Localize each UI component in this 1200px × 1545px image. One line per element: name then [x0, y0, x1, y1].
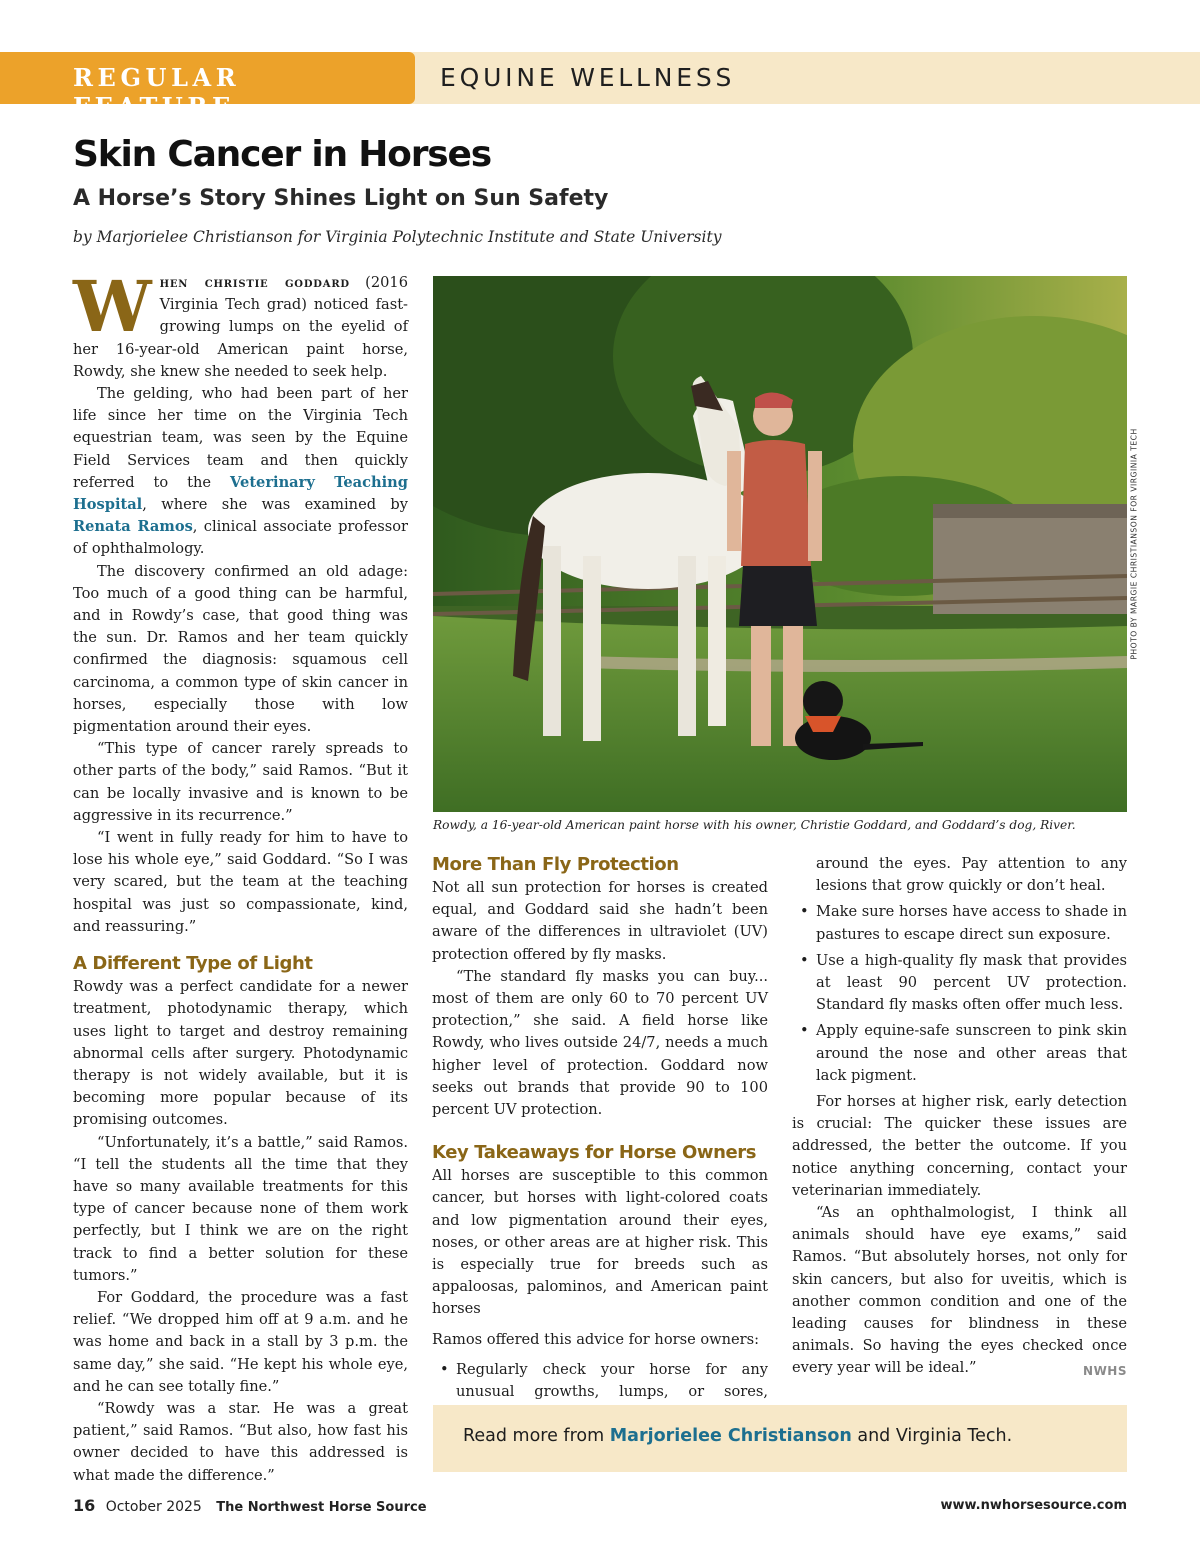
paragraph-text: , clinical associate professor of ophthalmology.	[73, 518, 408, 558]
paragraph: Ramos offered this advice for horse owners:	[432, 1330, 760, 1348]
paragraph	[73, 383, 408, 561]
feature-tag-label: REGULAR FEATURE	[73, 63, 241, 121]
photo-credit-text: PHOTO BY MARGIE CHRISTIANSON FOR VIRGINIA TECH	[1129, 428, 1139, 660]
section-name: EQUINE WELLNESS	[440, 63, 736, 92]
list-item: • Make sure horses have access to shade in pastures to escape direct sun exposure.	[792, 901, 1127, 945]
paragraph: “Unfortunately, it’s a battle,” said Ramos. “I tell the students all the time that they have so many available treatments for this type of cancer because none of them work perfectly, but I think we are on the right track to find a better solution for these tumors.”	[73, 1133, 408, 1284]
drop-cap: W	[73, 265, 152, 348]
article-byline: by Marjorielee Christianson for Virginia Polytechnic Institute and State University	[73, 228, 722, 246]
section-banner	[0, 52, 1200, 121]
paragraph: “The standard fly masks you can buy... most of them are only 60 to 70 percent UV protection,” she said. A field horse like Rowdy, who lives outside 24/7, needs a much higher level of protection. Goddard now seeks out brands that provide 90 to 100 percent UV protection.	[432, 967, 768, 1119]
paragraph-text: “As an ophthalmologist, I think all animals should have eye exams,” said Ramos. “But absolutely horses, not only for skin cancers, but also for uveitis, which is another common condition and one of the leading causes for blindness in these animals. So having the eyes checked once every year will be ideal.”	[792, 1204, 1127, 1377]
read-more-text	[463, 1426, 1012, 1446]
paragraph: Not all sun protection for horses is created equal, and Goddard said she hadn’t been aware of the differences in ultraviolet (UV) protection offered by fly masks.	[432, 879, 768, 963]
paragraph: “This type of cancer rarely spreads to other parts of the body,” said Ramos. “But it can be locally invasive and is known to be aggressive in its recurrence.”	[73, 740, 408, 824]
page-number: 16	[73, 1496, 96, 1515]
photo-credit	[1127, 276, 1141, 812]
horse-photo	[433, 276, 1127, 812]
list-item: • Regularly check your horse for any unusual growths, lumps, or sores,	[432, 1359, 768, 1426]
article-subtitle: A Horse’s Story Shines Light on Sun Safety	[73, 186, 609, 211]
read-more-box	[433, 1405, 1127, 1472]
link-veterinary-teaching-hospital[interactable]: Veterinary Teaching Hospital	[73, 473, 408, 514]
photo-caption: Rowdy, a 16-year-old American paint horse with his owner, Christie Goddard, and Goddard’s dog, River.	[433, 818, 1076, 832]
intro-paragraph	[73, 265, 408, 383]
feature-tag	[0, 52, 415, 121]
paragraph: “I went in fully ready for him to have to lose his whole eye,” said Goddard. “So I was very scared, but the team at the teaching hospital was just so compassionate, kind, and reassuring.”	[73, 829, 408, 935]
paragraph: For horses at higher risk, early detection is crucial: The quicker these issues are addressed, the better the outcome. If you notice anything concerning, contact your veterinarian immediately.	[792, 1093, 1127, 1199]
list-item: • Use a high-quality fly mask that provides at least 90 percent UV protection. Standard fly masks often offer much less.	[792, 950, 1127, 1017]
link-author[interactable]: Marjorielee Christianson	[609, 1426, 852, 1446]
article-column-1	[73, 265, 408, 1487]
magazine-name: The Northwest Horse Source	[216, 1500, 427, 1515]
paragraph-text: , where she was examined by	[142, 496, 408, 514]
paragraph: For Goddard, the procedure was a fast relief. “We dropped him off at 9 a.m. and he was home and back in a stall by 3 p.m. the same day,” she said. “He kept his whole eye, and he can see totally fine.”	[73, 1288, 408, 1395]
section-heading: Key Takeaways for Horse Owners	[432, 1142, 757, 1164]
paragraph: “Rowdy was a star. He was a great patient,” said Ramos. “But also, how fast his owner decided to have this addressed is what made the difference.”	[73, 1399, 408, 1484]
link-renata-ramos[interactable]: Renata Ramos	[73, 518, 193, 536]
advice-list	[792, 901, 1127, 1087]
page-footer	[73, 1496, 427, 1515]
read-more-suffix: and Virginia Tech.	[851, 1426, 1013, 1446]
paragraph: All horses are susceptible to this common cancer, but horses with light-colored coats and low pigmentation around their eyes, noses, or other areas are at higher risk. This is especially true for breeds such as appaloosas, palominos, and American paint horses	[432, 1167, 768, 1318]
horse-photo-illustration	[433, 276, 1127, 812]
intro-lead-in: hen christie goddard	[159, 274, 350, 291]
list-item-continued: around the eyes. Pay attention to any lesions that grow quickly or don’t heal.	[816, 855, 1127, 895]
website-url[interactable]: www.nwhorsesource.com	[940, 1498, 1127, 1513]
paragraph-text: The gelding, who had been part of her life since her time on the Virginia Tech equestrian team, was seen by the Equine Field Services team and then quickly referred to the	[73, 385, 408, 491]
read-more-prefix: Read more from	[463, 1426, 610, 1446]
signoff: NWHS	[1083, 1364, 1127, 1379]
issue-date: October 2025	[105, 1499, 202, 1515]
paragraph: Rowdy was a perfect candidate for a newer treatment, photodynamic therapy, which uses light to target and destroy remaining abnormal cells after surgery. Photodynamic therapy is not widely available, but it is becoming more popular because of its promising outcomes.	[73, 978, 408, 1129]
article-column-3	[792, 853, 1127, 1383]
article-title: Skin Cancer in Horses	[73, 134, 491, 175]
paragraph: The discovery confirmed an old adage: Too much of a good thing can be harmful, and in Rowdy’s case, that good thing was the sun. Dr. Ramos and her team quickly confirmed the diagnosis: squamous cell carcinoma, a common type of skin cancer in horses, especially those with low pigmentation around their eyes.	[73, 562, 408, 736]
section-heading: More Than Fly Protection	[432, 854, 679, 875]
paragraph	[792, 1202, 1127, 1380]
article-column-2	[432, 853, 768, 1425]
section-heading: A Different Type of Light	[73, 953, 313, 975]
intro-text: (2016 Virginia Tech grad) noticed fast-growing lumps on the eyelid of her 16-year-old American paint horse, Rowdy, she knew she needed to seek help.	[73, 274, 408, 380]
list-item: • Apply equine-safe sunscreen to pink skin around the nose and other areas that lack pigment.	[792, 1020, 1127, 1087]
